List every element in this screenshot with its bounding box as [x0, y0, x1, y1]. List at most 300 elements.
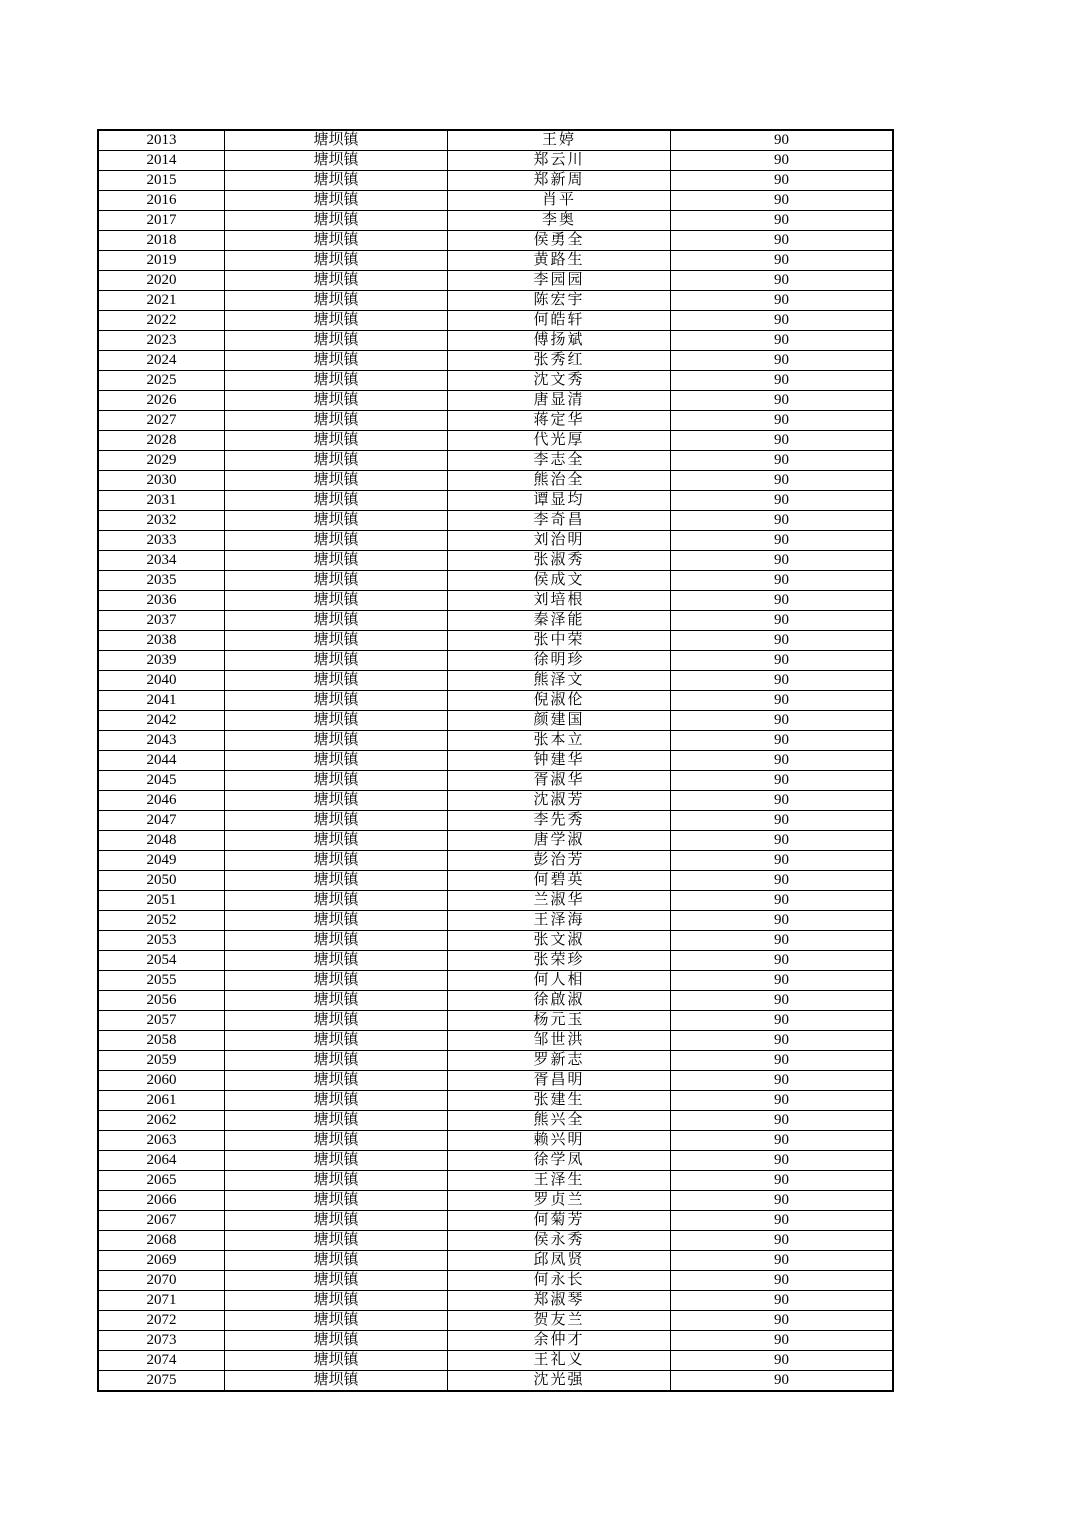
cell-name: 王泽生 — [448, 1171, 671, 1191]
cell-number: 2037 — [98, 611, 225, 631]
cell-number: 2059 — [98, 1051, 225, 1071]
cell-town: 塘坝镇 — [225, 971, 448, 991]
table-row — [98, 151, 893, 171]
cell-number: 2060 — [98, 1071, 225, 1091]
cell-name: 沈淑芳 — [448, 791, 671, 811]
table-row — [98, 951, 893, 971]
cell-name: 倪淑伦 — [448, 691, 671, 711]
cell-score: 90 — [671, 971, 894, 991]
cell-town: 塘坝镇 — [225, 851, 448, 871]
cell-town: 塘坝镇 — [225, 1251, 448, 1271]
cell-score: 90 — [671, 491, 894, 511]
cell-town: 塘坝镇 — [225, 1191, 448, 1211]
cell-town: 塘坝镇 — [225, 691, 448, 711]
cell-name: 胥淑华 — [448, 771, 671, 791]
cell-number: 2033 — [98, 531, 225, 551]
cell-number: 2029 — [98, 451, 225, 471]
cell-town: 塘坝镇 — [225, 1291, 448, 1311]
cell-name: 王泽海 — [448, 911, 671, 931]
cell-score: 90 — [671, 311, 894, 331]
cell-number: 2063 — [98, 1131, 225, 1151]
table-row — [98, 271, 893, 291]
table-row — [98, 291, 893, 311]
cell-town: 塘坝镇 — [225, 911, 448, 931]
cell-number: 2052 — [98, 911, 225, 931]
cell-score: 90 — [671, 1311, 894, 1331]
cell-number: 2068 — [98, 1231, 225, 1251]
cell-number: 2044 — [98, 751, 225, 771]
table-row — [98, 431, 893, 451]
cell-number: 2070 — [98, 1271, 225, 1291]
table-row — [98, 451, 893, 471]
cell-number: 2041 — [98, 691, 225, 711]
cell-town: 塘坝镇 — [225, 1131, 448, 1151]
table-row — [98, 211, 893, 231]
cell-town: 塘坝镇 — [225, 831, 448, 851]
cell-town: 塘坝镇 — [225, 391, 448, 411]
cell-name: 罗新志 — [448, 1051, 671, 1071]
cell-score: 90 — [671, 1151, 894, 1171]
cell-town: 塘坝镇 — [225, 811, 448, 831]
cell-town: 塘坝镇 — [225, 451, 448, 471]
cell-score: 90 — [671, 331, 894, 351]
cell-score: 90 — [671, 1271, 894, 1291]
cell-number: 2034 — [98, 551, 225, 571]
cell-score: 90 — [671, 151, 894, 171]
cell-score: 90 — [671, 571, 894, 591]
cell-number: 2013 — [98, 130, 225, 151]
cell-score: 90 — [671, 411, 894, 431]
table-row — [98, 491, 893, 511]
cell-town: 塘坝镇 — [225, 551, 448, 571]
cell-score: 90 — [671, 631, 894, 651]
table-row — [98, 1271, 893, 1291]
cell-name: 代光厚 — [448, 431, 671, 451]
cell-score: 90 — [671, 931, 894, 951]
cell-town: 塘坝镇 — [225, 671, 448, 691]
cell-town: 塘坝镇 — [225, 871, 448, 891]
cell-score: 90 — [671, 231, 894, 251]
cell-name: 何皓轩 — [448, 311, 671, 331]
cell-score: 90 — [671, 1131, 894, 1151]
cell-score: 90 — [671, 171, 894, 191]
cell-town: 塘坝镇 — [225, 471, 448, 491]
cell-score: 90 — [671, 1171, 894, 1191]
cell-town: 塘坝镇 — [225, 251, 448, 271]
cell-number: 2058 — [98, 1031, 225, 1051]
cell-score: 90 — [671, 351, 894, 371]
cell-town: 塘坝镇 — [225, 1171, 448, 1191]
cell-name: 胥昌明 — [448, 1071, 671, 1091]
table-row — [98, 1171, 893, 1191]
cell-town: 塘坝镇 — [225, 991, 448, 1011]
table-row — [98, 1031, 893, 1051]
cell-score: 90 — [671, 651, 894, 671]
table-row — [98, 771, 893, 791]
cell-number: 2046 — [98, 791, 225, 811]
cell-name: 余仲才 — [448, 1331, 671, 1351]
table-row — [98, 471, 893, 491]
cell-name: 张本立 — [448, 731, 671, 751]
table-row — [98, 1011, 893, 1031]
cell-town: 塘坝镇 — [225, 351, 448, 371]
cell-number: 2040 — [98, 671, 225, 691]
table-row — [98, 1051, 893, 1071]
cell-name: 彭治芳 — [448, 851, 671, 871]
cell-town: 塘坝镇 — [225, 731, 448, 751]
table-row — [98, 751, 893, 771]
table-row — [98, 631, 893, 651]
cell-number: 2020 — [98, 271, 225, 291]
cell-number: 2073 — [98, 1331, 225, 1351]
cell-name: 黄路生 — [448, 251, 671, 271]
table-row — [98, 1331, 893, 1351]
table-row — [98, 1091, 893, 1111]
cell-score: 90 — [671, 251, 894, 271]
cell-town: 塘坝镇 — [225, 1271, 448, 1291]
cell-name: 李先秀 — [448, 811, 671, 831]
cell-name: 钟建华 — [448, 751, 671, 771]
cell-score: 90 — [671, 1251, 894, 1271]
cell-number: 2067 — [98, 1211, 225, 1231]
cell-number: 2054 — [98, 951, 225, 971]
cell-number: 2050 — [98, 871, 225, 891]
cell-town: 塘坝镇 — [225, 171, 448, 191]
table-row — [98, 331, 893, 351]
cell-name: 王礼义 — [448, 1351, 671, 1371]
cell-score: 90 — [671, 1191, 894, 1211]
cell-number: 2045 — [98, 771, 225, 791]
cell-score: 90 — [671, 391, 894, 411]
cell-name: 沈光强 — [448, 1371, 671, 1392]
cell-name: 熊泽文 — [448, 671, 671, 691]
table-row — [98, 511, 893, 531]
cell-town: 塘坝镇 — [225, 1151, 448, 1171]
cell-name: 邹世洪 — [448, 1031, 671, 1051]
table-row — [98, 411, 893, 431]
cell-name: 李奥 — [448, 211, 671, 231]
cell-number: 2057 — [98, 1011, 225, 1031]
cell-number: 2025 — [98, 371, 225, 391]
table-row — [98, 251, 893, 271]
cell-town: 塘坝镇 — [225, 1351, 448, 1371]
table-row — [98, 791, 893, 811]
cell-name: 张文淑 — [448, 931, 671, 951]
table-row — [98, 531, 893, 551]
cell-number: 2038 — [98, 631, 225, 651]
cell-number: 2071 — [98, 1291, 225, 1311]
roster-table — [97, 129, 894, 1392]
cell-town: 塘坝镇 — [225, 291, 448, 311]
table-row — [98, 1071, 893, 1091]
cell-town: 塘坝镇 — [225, 191, 448, 211]
cell-town: 塘坝镇 — [225, 631, 448, 651]
cell-name: 王婷 — [448, 130, 671, 151]
table-row — [98, 171, 893, 191]
table-row — [98, 311, 893, 331]
cell-town: 塘坝镇 — [225, 951, 448, 971]
cell-name: 唐学淑 — [448, 831, 671, 851]
table-row — [98, 391, 893, 411]
cell-score: 90 — [671, 211, 894, 231]
cell-name: 何菊芳 — [448, 1211, 671, 1231]
cell-score: 90 — [671, 451, 894, 471]
cell-score: 90 — [671, 1211, 894, 1231]
cell-town: 塘坝镇 — [225, 771, 448, 791]
cell-number: 2024 — [98, 351, 225, 371]
cell-name: 傅扬斌 — [448, 331, 671, 351]
cell-score: 90 — [671, 1111, 894, 1131]
cell-score: 90 — [671, 371, 894, 391]
cell-score: 90 — [671, 1331, 894, 1351]
cell-score: 90 — [671, 891, 894, 911]
table-row — [98, 1351, 893, 1371]
table-row — [98, 851, 893, 871]
cell-name: 张秀红 — [448, 351, 671, 371]
table-row — [98, 1311, 893, 1331]
table-row — [98, 971, 893, 991]
cell-number: 2019 — [98, 251, 225, 271]
cell-score: 90 — [671, 130, 894, 151]
cell-town: 塘坝镇 — [225, 331, 448, 351]
table-row — [98, 371, 893, 391]
cell-number: 2021 — [98, 291, 225, 311]
table-row — [98, 351, 893, 371]
table-row — [98, 711, 893, 731]
cell-number: 2014 — [98, 151, 225, 171]
table-row — [98, 571, 893, 591]
cell-number: 2042 — [98, 711, 225, 731]
cell-town: 塘坝镇 — [225, 531, 448, 551]
cell-name: 侯勇全 — [448, 231, 671, 251]
cell-town: 塘坝镇 — [225, 411, 448, 431]
cell-name: 侯成文 — [448, 571, 671, 591]
table-row — [98, 651, 893, 671]
cell-score: 90 — [671, 1291, 894, 1311]
table-row — [98, 871, 893, 891]
table-row — [98, 591, 893, 611]
table-row — [98, 1131, 893, 1151]
cell-name: 张荣珍 — [448, 951, 671, 971]
table-row — [98, 191, 893, 211]
cell-number: 2069 — [98, 1251, 225, 1271]
cell-score: 90 — [671, 811, 894, 831]
cell-number: 2043 — [98, 731, 225, 751]
cell-name: 熊兴全 — [448, 1111, 671, 1131]
cell-name: 沈文秀 — [448, 371, 671, 391]
cell-number: 2066 — [98, 1191, 225, 1211]
cell-score: 90 — [671, 191, 894, 211]
cell-score: 90 — [671, 991, 894, 1011]
cell-town: 塘坝镇 — [225, 1211, 448, 1231]
table-row — [98, 691, 893, 711]
cell-score: 90 — [671, 831, 894, 851]
cell-number: 2064 — [98, 1151, 225, 1171]
table-row — [98, 1251, 893, 1271]
cell-number: 2065 — [98, 1171, 225, 1191]
cell-number: 2016 — [98, 191, 225, 211]
cell-town: 塘坝镇 — [225, 1111, 448, 1131]
cell-score: 90 — [671, 291, 894, 311]
table-row — [98, 1151, 893, 1171]
cell-town: 塘坝镇 — [225, 1311, 448, 1331]
cell-name: 刘培根 — [448, 591, 671, 611]
cell-town: 塘坝镇 — [225, 431, 448, 451]
cell-town: 塘坝镇 — [225, 211, 448, 231]
cell-score: 90 — [671, 271, 894, 291]
cell-name: 李园园 — [448, 271, 671, 291]
cell-town: 塘坝镇 — [225, 891, 448, 911]
table-row — [98, 1371, 893, 1392]
cell-score: 90 — [671, 671, 894, 691]
cell-town: 塘坝镇 — [225, 311, 448, 331]
cell-number: 2062 — [98, 1111, 225, 1131]
cell-name: 徐啟淑 — [448, 991, 671, 1011]
cell-number: 2075 — [98, 1371, 225, 1392]
cell-score: 90 — [671, 791, 894, 811]
cell-town: 塘坝镇 — [225, 571, 448, 591]
cell-town: 塘坝镇 — [225, 651, 448, 671]
cell-town: 塘坝镇 — [225, 1371, 448, 1392]
cell-score: 90 — [671, 911, 894, 931]
table-row — [98, 1191, 893, 1211]
cell-score: 90 — [671, 731, 894, 751]
cell-name: 陈宏宇 — [448, 291, 671, 311]
cell-name: 李奇昌 — [448, 511, 671, 531]
cell-score: 90 — [671, 711, 894, 731]
cell-name: 郑淑琴 — [448, 1291, 671, 1311]
cell-name: 何碧英 — [448, 871, 671, 891]
cell-score: 90 — [671, 951, 894, 971]
cell-number: 2049 — [98, 851, 225, 871]
cell-name: 赖兴明 — [448, 1131, 671, 1151]
table-row — [98, 611, 893, 631]
cell-score: 90 — [671, 431, 894, 451]
cell-number: 2017 — [98, 211, 225, 231]
table-row — [98, 671, 893, 691]
cell-town: 塘坝镇 — [225, 1091, 448, 1111]
table-row — [98, 731, 893, 751]
cell-score: 90 — [671, 471, 894, 491]
cell-name: 熊治全 — [448, 471, 671, 491]
table-row — [98, 551, 893, 571]
cell-name: 张建生 — [448, 1091, 671, 1111]
cell-number: 2061 — [98, 1091, 225, 1111]
cell-score: 90 — [671, 511, 894, 531]
cell-number: 2035 — [98, 571, 225, 591]
cell-number: 2022 — [98, 311, 225, 331]
cell-town: 塘坝镇 — [225, 611, 448, 631]
cell-town: 塘坝镇 — [225, 371, 448, 391]
table-row — [98, 991, 893, 1011]
cell-name: 兰淑华 — [448, 891, 671, 911]
cell-town: 塘坝镇 — [225, 231, 448, 251]
cell-score: 90 — [671, 771, 894, 791]
cell-name: 杨元玉 — [448, 1011, 671, 1031]
cell-score: 90 — [671, 1071, 894, 1091]
cell-number: 2056 — [98, 991, 225, 1011]
cell-score: 90 — [671, 1031, 894, 1051]
cell-number: 2074 — [98, 1351, 225, 1371]
cell-score: 90 — [671, 611, 894, 631]
cell-name: 何永长 — [448, 1271, 671, 1291]
cell-name: 贺友兰 — [448, 1311, 671, 1331]
table-row — [98, 130, 893, 151]
cell-number: 2028 — [98, 431, 225, 451]
cell-name: 唐显清 — [448, 391, 671, 411]
cell-name: 郑云川 — [448, 151, 671, 171]
cell-name: 何人相 — [448, 971, 671, 991]
table-row — [98, 231, 893, 251]
cell-town: 塘坝镇 — [225, 511, 448, 531]
cell-number: 2031 — [98, 491, 225, 511]
table-row — [98, 891, 893, 911]
cell-name: 蒋定华 — [448, 411, 671, 431]
cell-town: 塘坝镇 — [225, 271, 448, 291]
cell-town: 塘坝镇 — [225, 1331, 448, 1351]
cell-number: 2027 — [98, 411, 225, 431]
cell-town: 塘坝镇 — [225, 1071, 448, 1091]
cell-town: 塘坝镇 — [225, 151, 448, 171]
cell-score: 90 — [671, 1371, 894, 1392]
table-row — [98, 831, 893, 851]
cell-number: 2051 — [98, 891, 225, 911]
table-row — [98, 811, 893, 831]
cell-score: 90 — [671, 551, 894, 571]
cell-number: 2072 — [98, 1311, 225, 1331]
cell-score: 90 — [671, 1051, 894, 1071]
cell-town: 塘坝镇 — [225, 1051, 448, 1071]
cell-name: 徐明珍 — [448, 651, 671, 671]
cell-name: 罗贞兰 — [448, 1191, 671, 1211]
cell-name: 谭显均 — [448, 491, 671, 511]
cell-name: 肖平 — [448, 191, 671, 211]
cell-town: 塘坝镇 — [225, 491, 448, 511]
cell-score: 90 — [671, 851, 894, 871]
cell-name: 李志全 — [448, 451, 671, 471]
table-row — [98, 1111, 893, 1131]
cell-name: 郑新周 — [448, 171, 671, 191]
cell-town: 塘坝镇 — [225, 791, 448, 811]
cell-number: 2026 — [98, 391, 225, 411]
roster-table-body — [98, 130, 893, 1391]
cell-score: 90 — [671, 531, 894, 551]
cell-number: 2039 — [98, 651, 225, 671]
cell-number: 2015 — [98, 171, 225, 191]
table-row — [98, 1291, 893, 1311]
cell-score: 90 — [671, 1351, 894, 1371]
cell-town: 塘坝镇 — [225, 931, 448, 951]
cell-score: 90 — [671, 691, 894, 711]
cell-score: 90 — [671, 1231, 894, 1251]
cell-name: 张中荣 — [448, 631, 671, 651]
table-row — [98, 1211, 893, 1231]
cell-number: 2053 — [98, 931, 225, 951]
cell-town: 塘坝镇 — [225, 130, 448, 151]
cell-score: 90 — [671, 1091, 894, 1111]
cell-name: 秦泽能 — [448, 611, 671, 631]
table-row — [98, 911, 893, 931]
cell-score: 90 — [671, 751, 894, 771]
cell-number: 2047 — [98, 811, 225, 831]
cell-number: 2055 — [98, 971, 225, 991]
cell-town: 塘坝镇 — [225, 1011, 448, 1031]
table-row — [98, 931, 893, 951]
table-row — [98, 1231, 893, 1251]
cell-town: 塘坝镇 — [225, 1231, 448, 1251]
cell-town: 塘坝镇 — [225, 1031, 448, 1051]
cell-town: 塘坝镇 — [225, 751, 448, 771]
